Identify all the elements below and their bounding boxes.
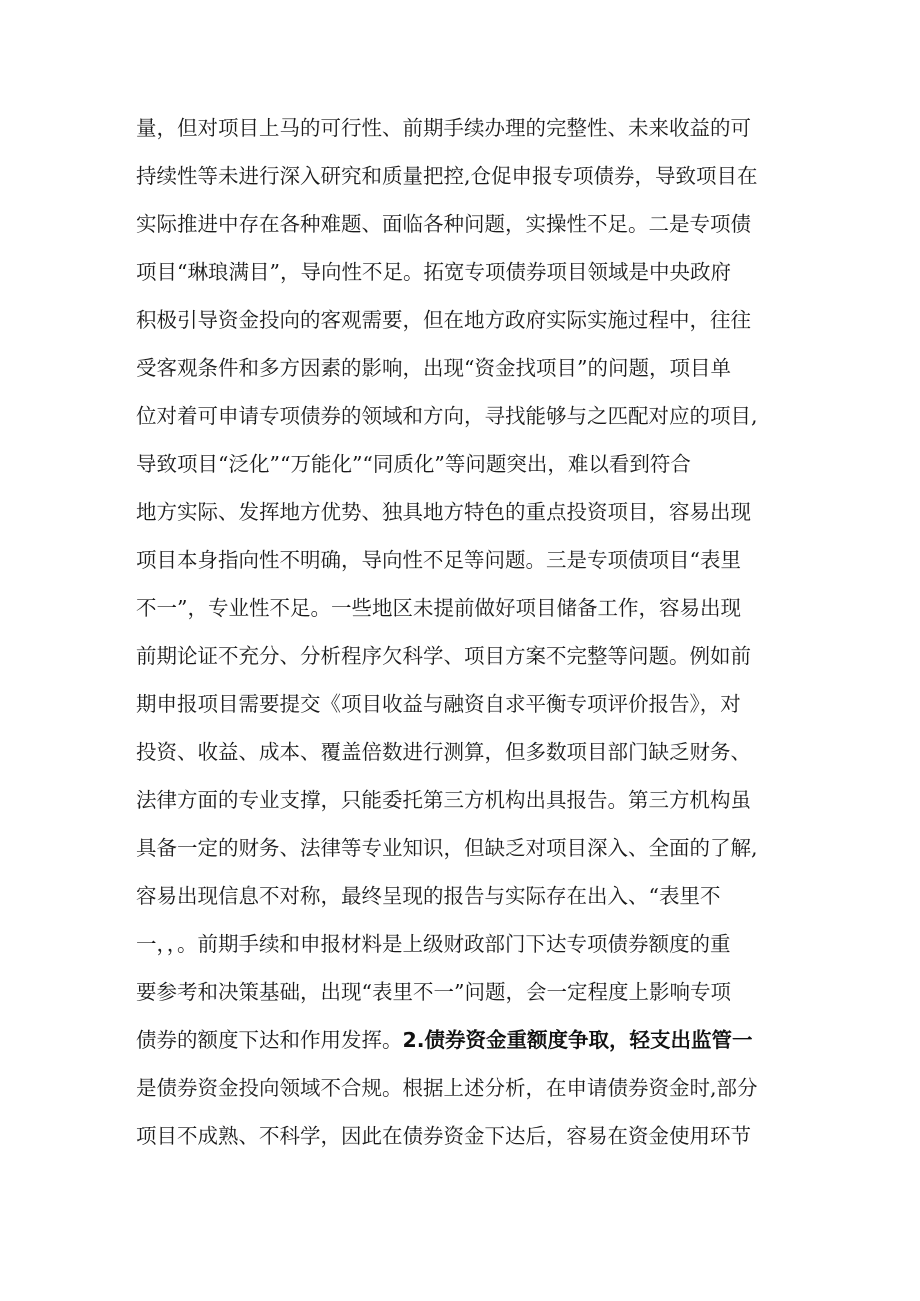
text-line: 受客观条件和多方因素的影响，出现“资金找项目”的问题，项目单 xyxy=(136,356,731,380)
text-line: 项目“琳琅满目”，导向性不足。拓宽专项债券项目领域是中央政府 xyxy=(136,260,731,284)
text-line: 位对着可申请专项债券的领域和方向，寻找能够与之匹配对应的项目, xyxy=(136,404,758,428)
text-line: 量，但对项目上马的可行性、前期手续办理的完整性、未来收益的可 xyxy=(136,116,751,140)
text-line: 投资、收益、成本、覆盖倍数进行测算，但多数项目部门缺乏财务、 xyxy=(136,740,751,764)
text-line: 容易出现信息不对称，最终呈现的报告与实际存在出入、“表里不 xyxy=(136,884,721,908)
text-line: 持续性等未进行深入研究和质量把控,仓促申报专项债券，导致项目在 xyxy=(136,164,758,188)
text-line: 地方实际、发挥地方优势、独具地方特色的重点投资项目，容易出现 xyxy=(136,500,751,524)
text-line: 法律方面的专业支撑，只能委托第三方机构出具报告。第三方机构虽 xyxy=(136,788,751,812)
text-line: 前期论证不充分、分析程序欠科学、项目方案不完整等问题。例如前 xyxy=(136,644,751,668)
section-heading-bold: 2.债券资金重额度争取，轻支出监管一 xyxy=(402,1028,753,1052)
text-line: 导致项目“泛化”“万能化”“同质化”等问题突出，难以看到符合 xyxy=(136,452,691,476)
text-line: 期申报项目需要提交《项目收益与融资自求平衡专项评价报告》，对 xyxy=(136,692,741,716)
text-line: 是债券资金投向领域不合规。根据上述分析，在申请债券资金时,部分 xyxy=(136,1076,758,1100)
text-line: 具备一定的财务、法律等专业知识，但缺乏对项目深入、全面的了解, xyxy=(136,836,758,860)
text-line: 实际推进中存在各种难题、面临各种问题，实操性不足。二是专项债 xyxy=(136,212,751,236)
text-line-mixed xyxy=(136,1025,753,1055)
text-line: 一，，。前期手续和申报材料是上级财政部门下达专项债券额度的重 xyxy=(136,932,731,956)
text-line: 不一”，专业性不足。一些地区未提前做好项目储备工作，容易出现 xyxy=(136,596,741,620)
text-line: 项目本身指向性不明确，导向性不足等问题。三是专项债项目“表里 xyxy=(136,548,741,572)
text-line: 积极引导资金投向的客观需要，但在地方政府实际实施过程中，往往 xyxy=(136,308,751,332)
text-segment-regular: 债券的额度下达和作用发挥。 xyxy=(136,1028,403,1052)
text-line: 项目不成熟、不科学，因此在债券资金下达后，容易在资金使用环节 xyxy=(136,1124,751,1148)
text-line: 要参考和决策基础，出现“表里不一”问题，会一定程度上影响专项 xyxy=(136,980,731,1004)
